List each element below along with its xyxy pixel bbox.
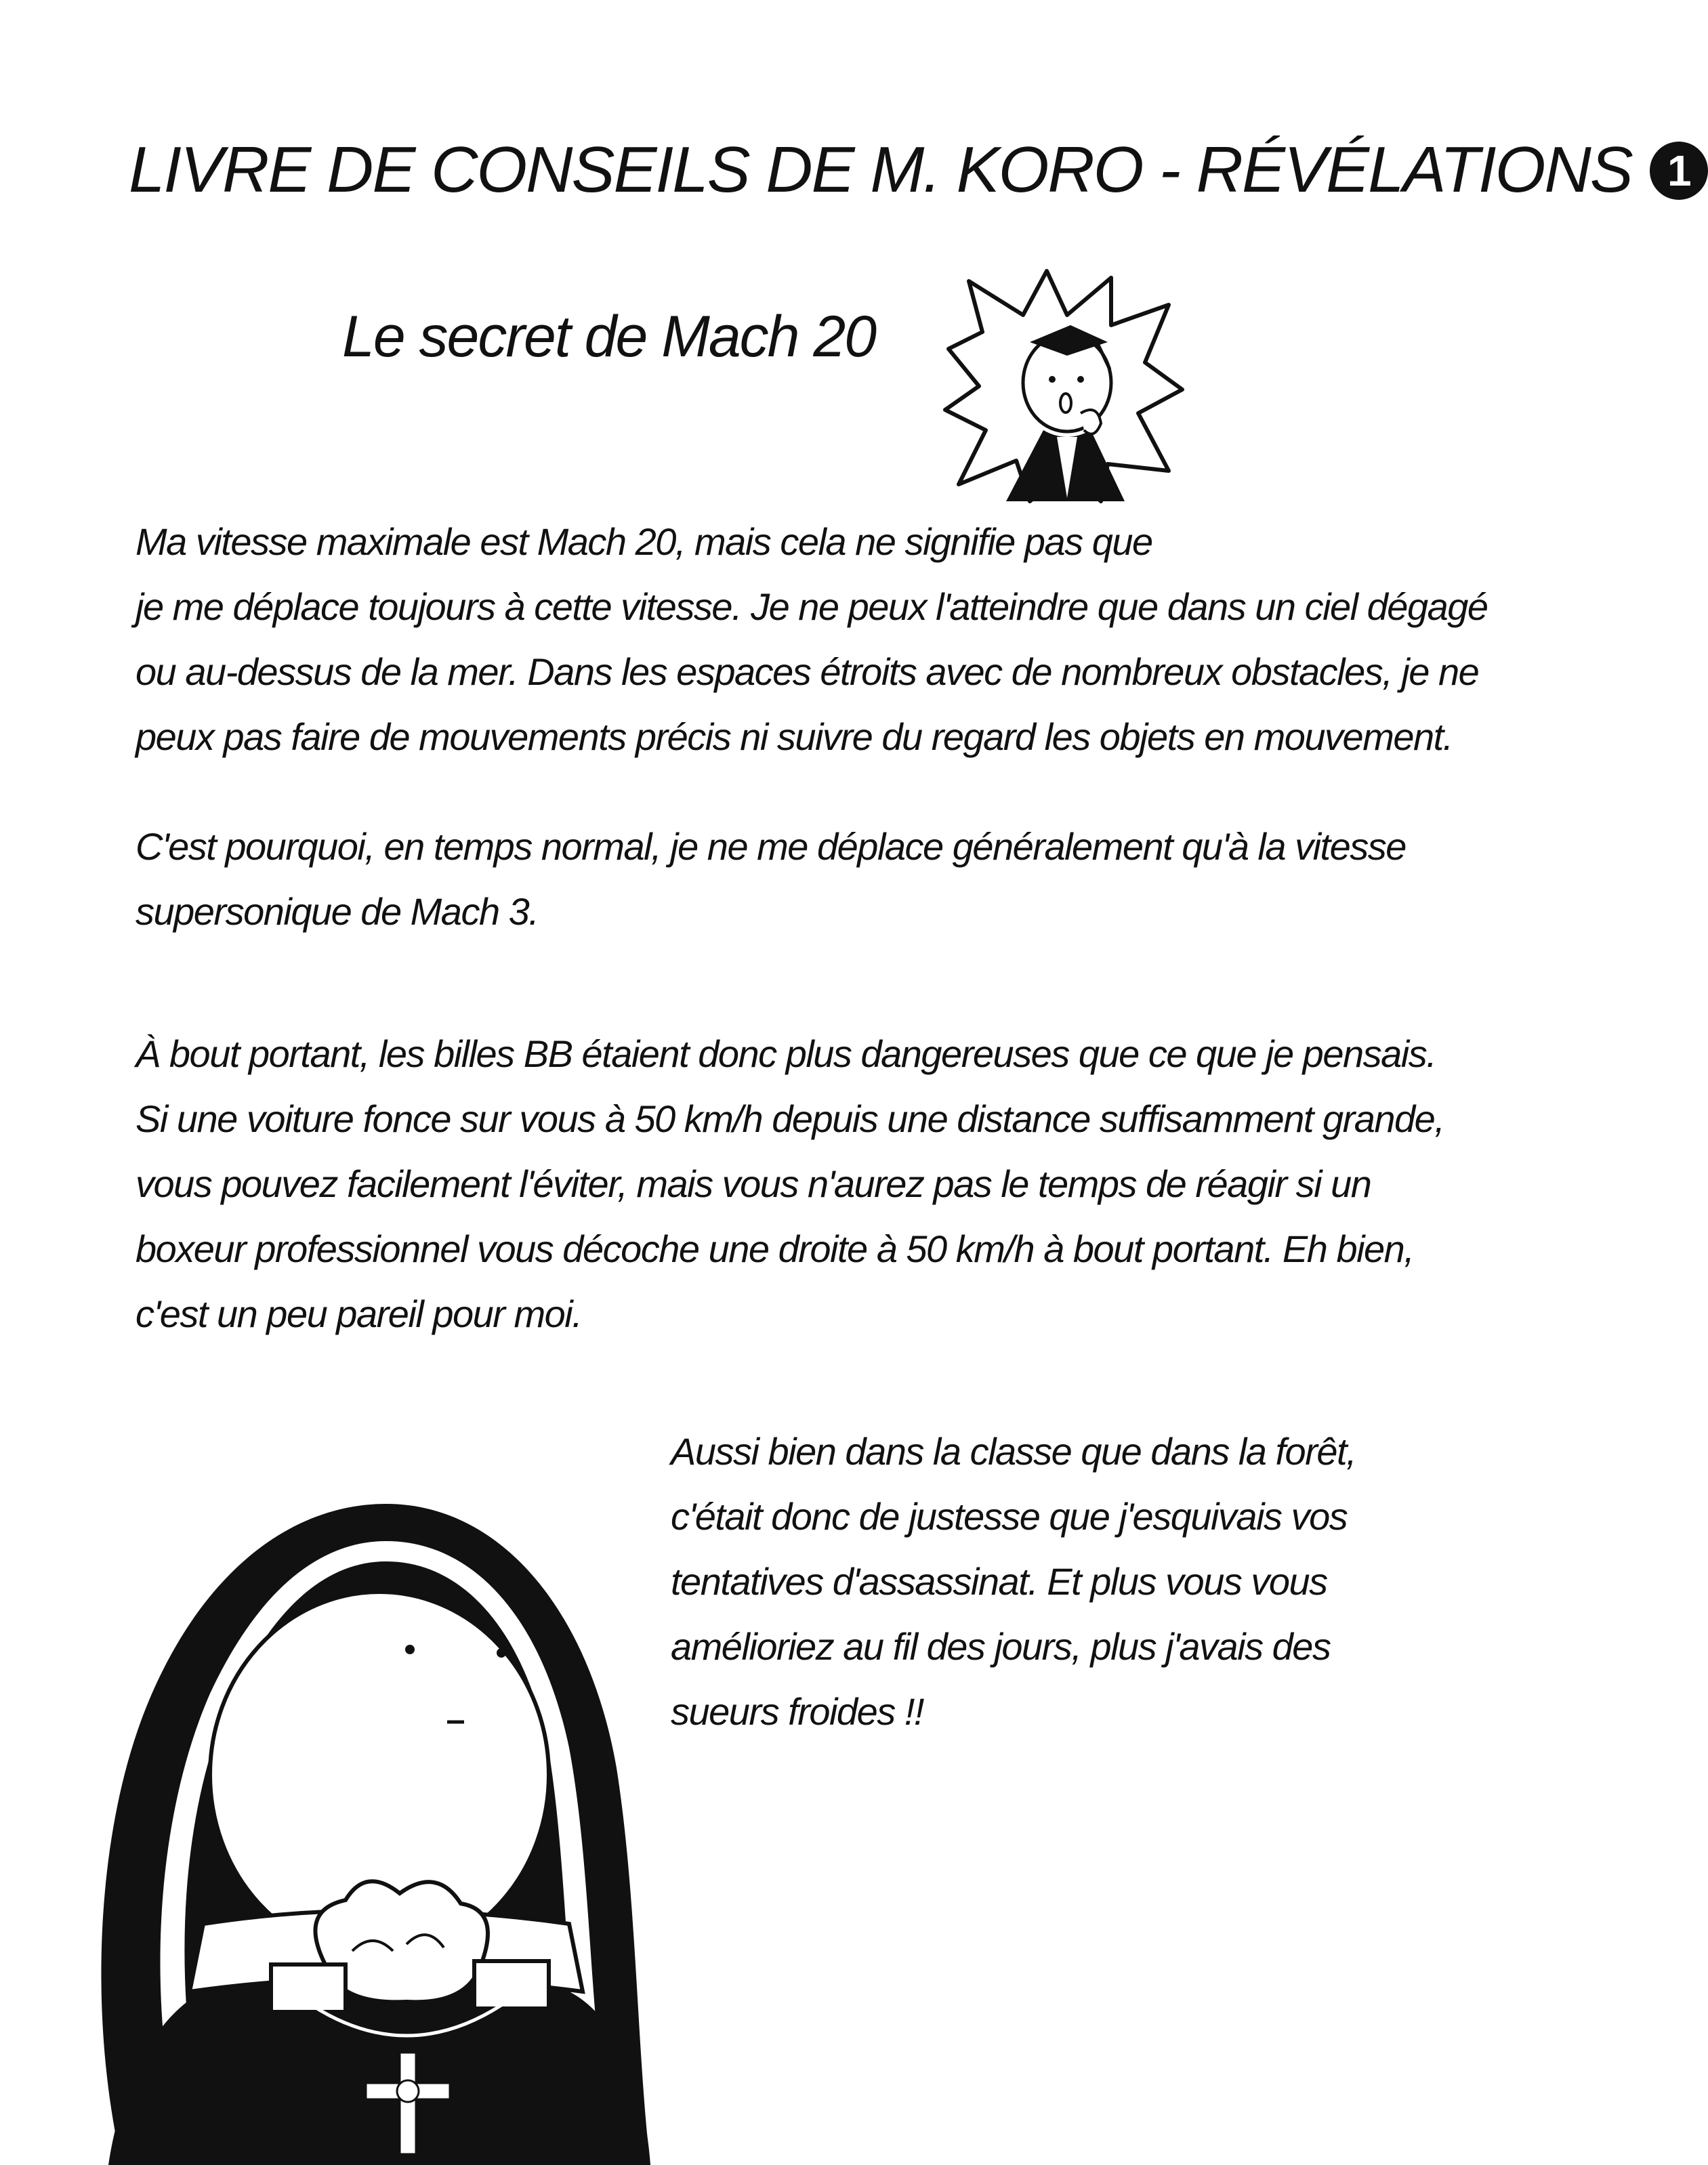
chapter-number-badge: 1 [1650,142,1708,200]
text-line: amélioriez au fil des jours, plus j'avais des [671,1625,1331,1668]
text-line: Si une voiture fonce sur vous à 50 km/h depuis une distance suffisamment grande, [136,1097,1444,1140]
section-title: Le secret de Mach 20 [342,304,876,369]
paragraph-mach-20 [136,509,1488,770]
paragraph-cold-sweats [671,1419,1356,1744]
text-line: vous pouvez facilement l'éviter, mais vous n'aurez pas le temps de réagir si un [136,1162,1371,1205]
text-line: sueurs froides !! [671,1690,923,1733]
paragraph-bb-pellets [136,1022,1444,1347]
text-line: peux pas faire de mouvements précis ni suivre du regard les objets en mouvement. [136,715,1453,758]
text-line: Ma vitesse maximale est Mach 20, mais cela ne signifie pas que [136,520,1152,563]
koro-sensei-graduate-icon [942,268,1186,505]
text-line: Aussi bien dans la classe que dans la forêt, [671,1430,1356,1473]
text-line: tentatives d'assassinat. Et plus vous vous [671,1560,1327,1603]
text-line: C'est pourquoi, en temps normal, je ne me déplace généralement qu'à la vitesse [136,825,1406,868]
page-heading [129,133,1690,214]
text-line: À bout portant, les billes BB étaient donc plus dangereuses que ce que je pensais. [136,1032,1436,1075]
text-line: boxeur professionnel vous décoche une droite à 50 km/h à bout portant. Eh bien, [136,1227,1414,1270]
text-line: supersonique de Mach 3. [136,890,539,933]
paragraph-mach-3 [136,814,1406,944]
text-line: c'était donc de justesse que j'esquivais vos [671,1495,1348,1538]
heading-text: LIVRE DE CONSEILS DE M. KORO - RÉVÉLATIONS [129,133,1632,206]
text-line: je me déplace toujours à cette vitesse. Je ne peux l'atteindre que dans un ciel dégagé [136,585,1488,628]
koro-sensei-nun-icon [68,1477,657,2165]
text-line: ou au-dessus de la mer. Dans les espaces étroits avec de nombreux obstacles, je ne [136,650,1479,693]
text-line: c'est un peu pareil pour moi. [136,1292,582,1335]
